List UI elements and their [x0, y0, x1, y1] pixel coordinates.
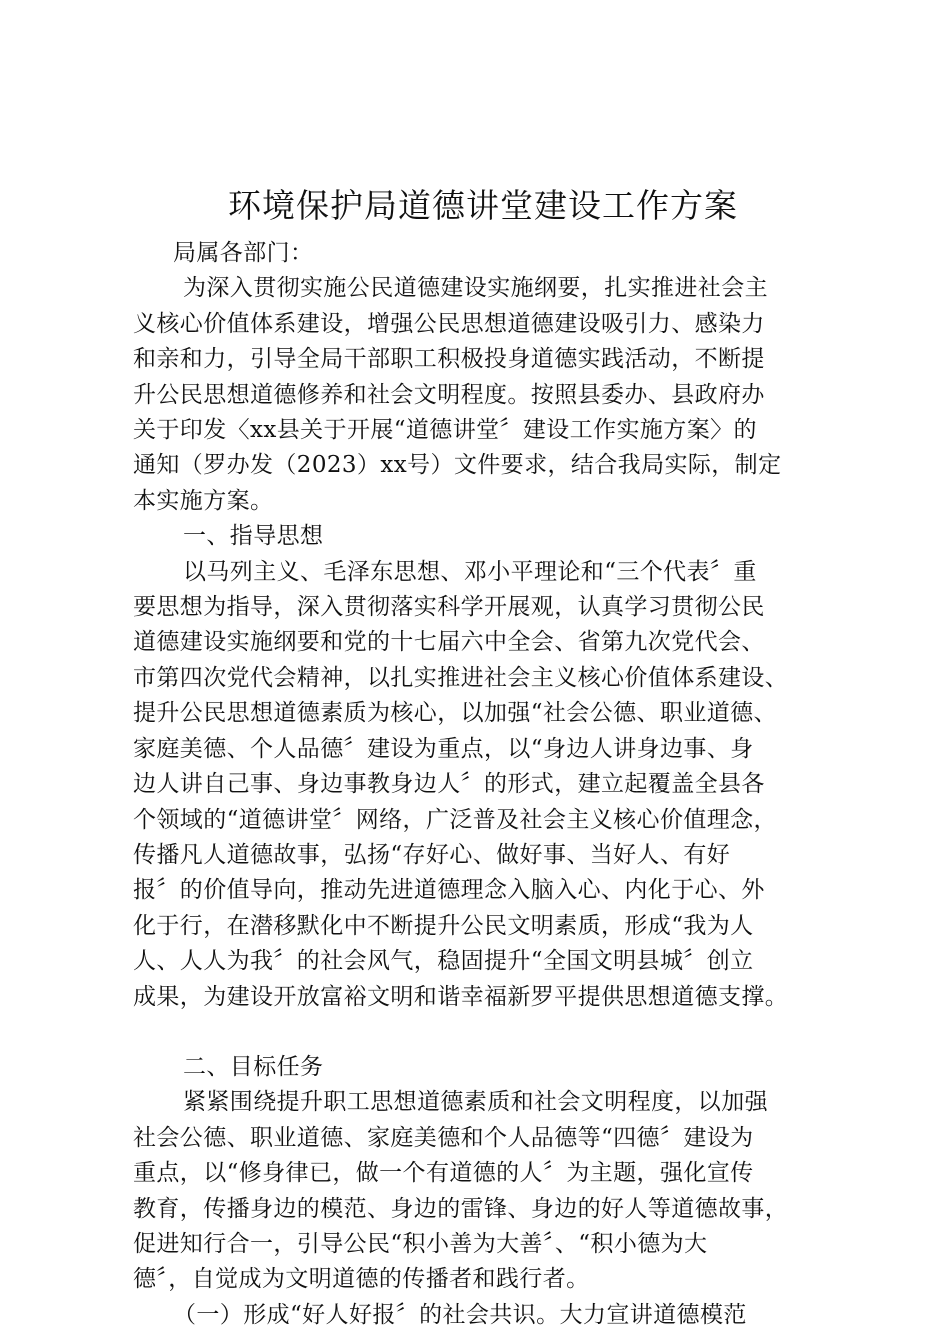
- text-line: 德〞，自觉成为文明道德的传播者和践行者。: [133, 1266, 590, 1293]
- text-line: 道德建设实施纲要和党的十七届六中全会、省第九次党代会、: [133, 629, 765, 656]
- text-line: 报〞的价值导向，推动先进道德理念入脑入心、内化于心、外: [133, 877, 765, 904]
- text-line: 提升公民思想道德素质为核心，以加强“社会公德、职业道德、: [133, 700, 777, 727]
- text-line: 义核心价值体系建设，增强公民思想道德建设吸引力、感染力: [133, 310, 765, 337]
- text-line: 和亲和力，引导全局干部职工积极投身道德实践活动，不断提: [133, 346, 765, 373]
- text-line: 一、指导思想: [183, 523, 324, 550]
- text-line: 二、目标任务: [183, 1053, 324, 1080]
- text-line: 局属各部门：: [173, 240, 314, 266]
- paragraph-spacer: [133, 1015, 833, 1050]
- text-line: 市第四次党代会精神，以扎实推进社会主义核心价值体系建设、: [133, 664, 789, 691]
- text-line: 本实施方案。: [133, 487, 274, 514]
- text-line: 关于印发〈xx县关于开展“道德讲堂〞建设工作实施方案〉的: [133, 417, 757, 444]
- text-line: 重点，以“修身律已，做一个有道德的人〞为主题，强化宣传: [133, 1160, 754, 1187]
- text-line: 升公民思想道德修养和社会文明程度。按照县委办、县政府办: [133, 381, 765, 408]
- document-title: 环境保护局道德讲堂建设工作方案: [228, 186, 738, 225]
- text-line: 社会公德、职业道德、家庭美德和个人品德等“四德〞建设为: [133, 1124, 754, 1151]
- document-body: [133, 236, 833, 1333]
- text-line: 促进知行合一，引导公民“积小善为大善〞、“积小德为大: [133, 1230, 708, 1257]
- text-line: （一）形成“好人好报〞的社会共识。大力宣讲道德模范: [173, 1301, 747, 1328]
- text-line: 成果，为建设开放富裕文明和谐幸福新罗平提供思想道德支撑。: [133, 983, 789, 1010]
- text-line: 教育，传播身边的模范、身边的雷锋、身边的好人等道德故事，: [133, 1195, 789, 1222]
- text-line: 化于行，在潜移默化中不断提升公民文明素质，形成“我为人: [133, 912, 754, 939]
- text-line: 以马列主义、毛泽东思想、邓小平理论和“三个代表〞重: [183, 558, 757, 585]
- text-line: 紧紧围绕提升职工思想道德素质和社会文明程度，以加强: [183, 1089, 768, 1116]
- document-page: [133, 180, 833, 1333]
- text-line: 个领域的“道德讲堂〞网络，广泛普及社会主义核心价值理念，: [133, 806, 777, 833]
- text-line: 家庭美德、个人品德〞建设为重点，以“身边人讲身边事、身: [133, 735, 754, 762]
- text-line: 传播凡人道德故事，弘扬“存好心、做好事、当好人、有好: [133, 841, 731, 868]
- text-line: 边人讲自己事、身边事教身边人〞的形式，建立起覆盖全县各: [133, 771, 765, 798]
- text-line: 通知（罗办发（2023）xx号）文件要求，结合我局实际，制定: [133, 452, 782, 479]
- text-line: 为深入贯彻实施公民道德建设实施纲要，扎实推进社会主: [183, 275, 768, 302]
- text-line: 要思想为指导，深入贯彻落实科学开展观，认真学习贯彻公民: [133, 594, 765, 621]
- text-line: 人、人人为我〞的社会风气，稳固提升“全国文明县城〞创立: [133, 948, 754, 975]
